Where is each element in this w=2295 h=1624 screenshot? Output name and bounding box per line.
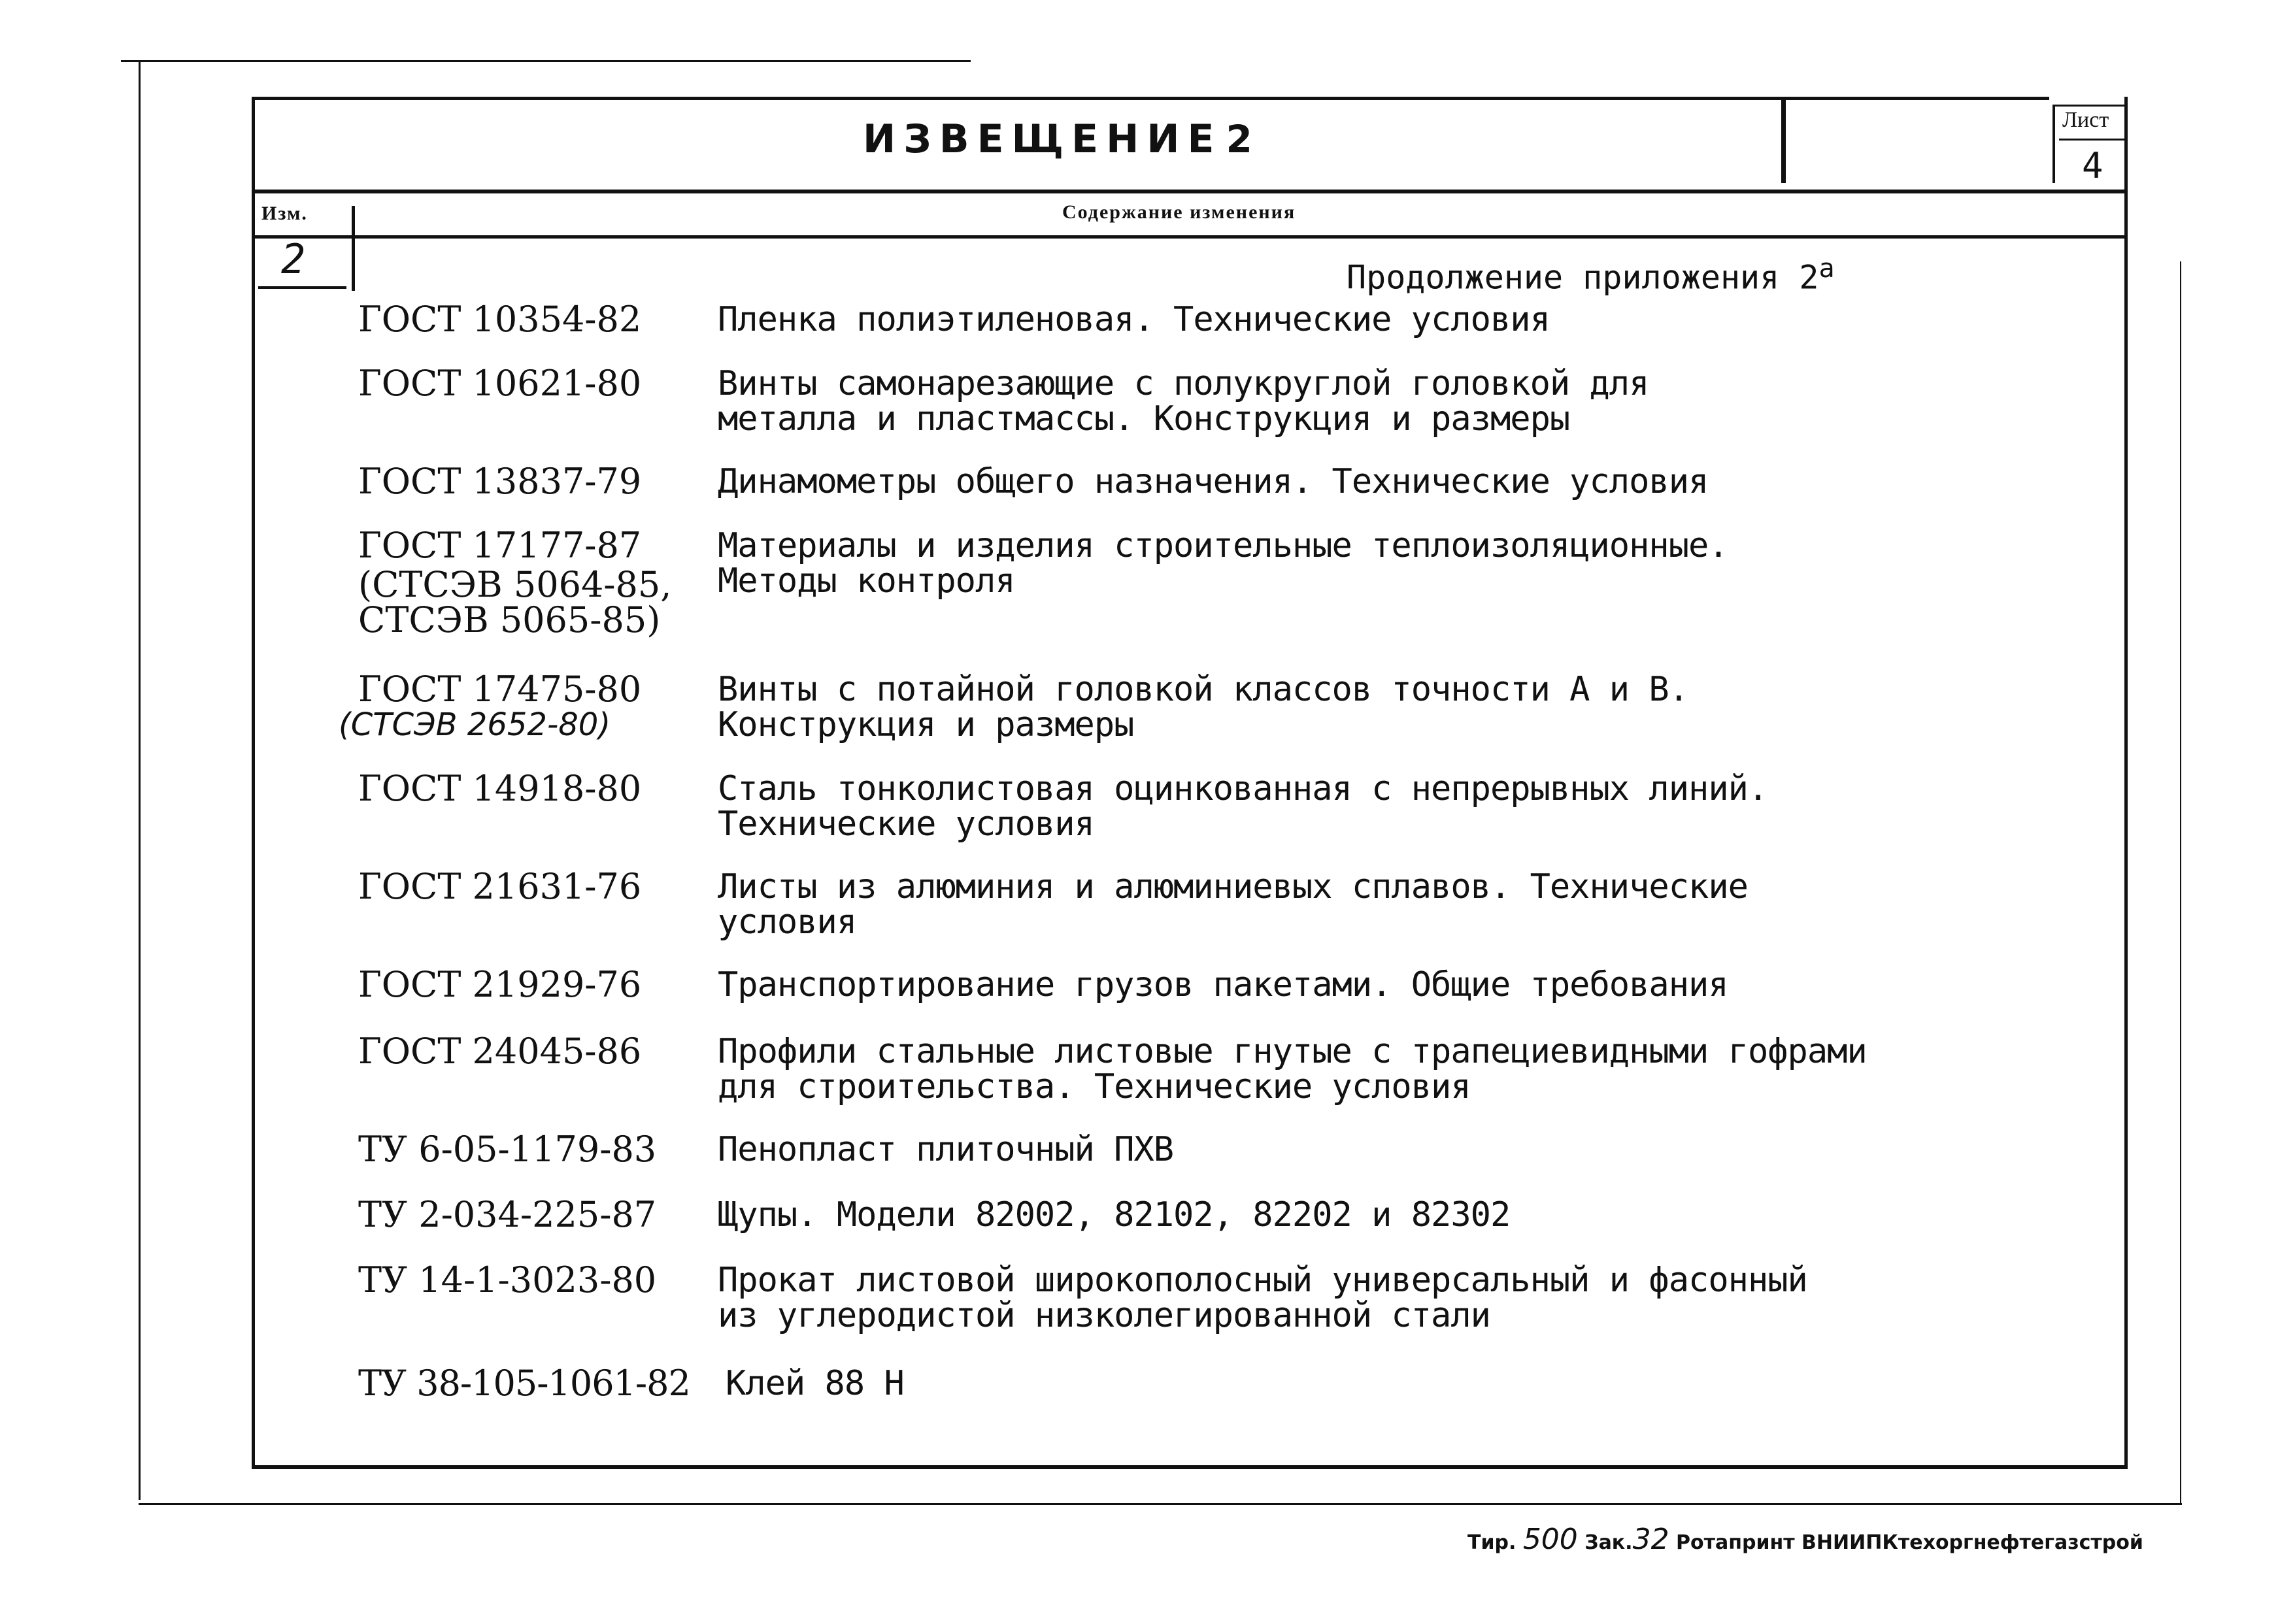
column-header-rule [252, 235, 2128, 239]
desc-line: Конструкция и размеры [718, 705, 1134, 744]
desc-line: Профили стальные листовые гнутые с трапециевидными гофрами [718, 1032, 1867, 1071]
row-5-code [339, 669, 642, 743]
imprint-print-run: 500 [1522, 1523, 1578, 1556]
desc-line: Щупы. Модели 82002, 82102, 82202 и 82302 [718, 1195, 1511, 1235]
desc-line: Прокат листовой широкополосный универсальный и фасонный [718, 1261, 1807, 1300]
notice-number: 2 [1226, 117, 1252, 161]
desc-line: из углеродистой низколегированной стали [718, 1296, 1490, 1335]
desc-line: Транспортирование грузов пакетами. Общие требования [718, 965, 1728, 1004]
row-2-desc [718, 366, 1649, 437]
row-13-desc [726, 1366, 904, 1401]
row-9-code: ГОСТ 24045-86 [358, 1031, 642, 1072]
row-13-code: ТУ 38-105-1061-82 [358, 1363, 690, 1404]
row-12-desc [718, 1263, 1807, 1333]
desc-line: Пенопласт плиточный ПХВ [718, 1130, 1174, 1169]
row-6-desc [718, 771, 1767, 842]
sheet-label-rule [2059, 139, 2124, 141]
row-6-code: ГОСТ 14918-80 [358, 768, 642, 809]
revision-column-label: Изм. [261, 203, 308, 224]
desc-line: для строительства. Технические условия [718, 1067, 1471, 1106]
row-12-code: ТУ 14-1-3023-80 [358, 1259, 657, 1301]
row-7-code: ГОСТ 21631-76 [358, 866, 642, 907]
row-1-desc [718, 302, 1550, 337]
code-main: ГОСТ 17177-87 [358, 525, 642, 566]
desc-line: условия [718, 903, 857, 942]
row-8-code: ГОСТ 21929-76 [358, 964, 642, 1005]
desc-line: Материалы и изделия строительные теплоизоляционные. [718, 526, 1728, 565]
left-margin-rule [139, 62, 141, 1500]
imprint-order-number: 32 [1632, 1523, 1669, 1556]
code-extra-handwritten: (СТСЭВ 2652-80) [339, 706, 611, 743]
revision-number: 2 [281, 235, 306, 283]
row-1-code: ГОСТ 10354-82 [358, 299, 642, 340]
desc-line: Сталь тонколистовая оцинкованная с непрерывных линий. [718, 769, 1768, 808]
title-separator [1781, 98, 1786, 183]
continuation-heading [1347, 254, 1835, 297]
row-2-code: ГОСТ 10621-80 [358, 363, 642, 404]
desc-line: Динамометры общего назначения. Технические условия [718, 462, 1709, 501]
row-3-code: ГОСТ 13837-79 [358, 461, 642, 502]
top-margin-rule [121, 60, 971, 62]
imprint-printer: Ротапринт ВНИИПКтехоргнефтегазстрой [1676, 1531, 2143, 1554]
revision-number-rule [258, 286, 346, 289]
row-11-desc [718, 1197, 1510, 1233]
row-8-desc [718, 967, 1728, 1003]
sheet-label: Лист [2062, 108, 2109, 132]
desc-line: Винты самонарезающие с полукруглой головкой для [718, 364, 1649, 403]
sheet-separator [2052, 105, 2055, 183]
row-10-code: ТУ 6-05-1179-83 [358, 1129, 657, 1170]
row-9-desc [718, 1034, 1867, 1104]
frame-top-rule [252, 97, 2049, 100]
notice-title [863, 116, 1252, 162]
desc-line: Технические условия [718, 804, 1094, 844]
imprint-prefix: Тир. [1467, 1531, 1516, 1554]
desc-line: Листы из алюминия и алюминиевых сплавов. Технические [718, 867, 1748, 906]
row-3-desc [718, 464, 1708, 499]
desc-line: Методы контроля [718, 561, 1015, 601]
sheet-number: 4 [2082, 145, 2103, 186]
code-extra: СТСЭВ 5065-85) [358, 599, 661, 640]
right-margin-rule [2180, 261, 2181, 1503]
row-10-desc [718, 1132, 1173, 1167]
header-rule [252, 190, 2128, 193]
imprint-order-label: Зак. [1584, 1531, 1633, 1554]
row-4-code [358, 525, 672, 640]
desc-line: металла и пластмассы. Конструкция и размеры [718, 399, 1570, 439]
row-11-code: ТУ 2-034-225-87 [358, 1194, 657, 1235]
row-7-desc [718, 869, 1748, 940]
continuation-suffix: а [1818, 254, 1835, 284]
desc-line: Винты с потайной головкой классов точности А и В. [718, 670, 1689, 709]
desc-line: Клей 88 Н [726, 1364, 904, 1403]
sheet-box-top-rule [2052, 105, 2128, 107]
print-imprint [1467, 1523, 2143, 1556]
row-5-desc [718, 672, 1688, 742]
content-column-label: Содержание изменения [1062, 201, 1296, 223]
bottom-margin-rule [139, 1503, 2182, 1505]
desc-line: Пленка полиэтиленовая. Технические условия [718, 300, 1550, 339]
code-main: ГОСТ 17475-80 [358, 669, 642, 710]
code-extra: (СТСЭВ 5064-85, [358, 564, 672, 605]
continuation-text: Продолжение приложения 2 [1347, 258, 1819, 297]
notice-title-text: ИЗВЕЩЕНИЕ [863, 116, 1222, 162]
row-4-desc [718, 528, 1728, 599]
revision-column-divider [352, 206, 355, 291]
